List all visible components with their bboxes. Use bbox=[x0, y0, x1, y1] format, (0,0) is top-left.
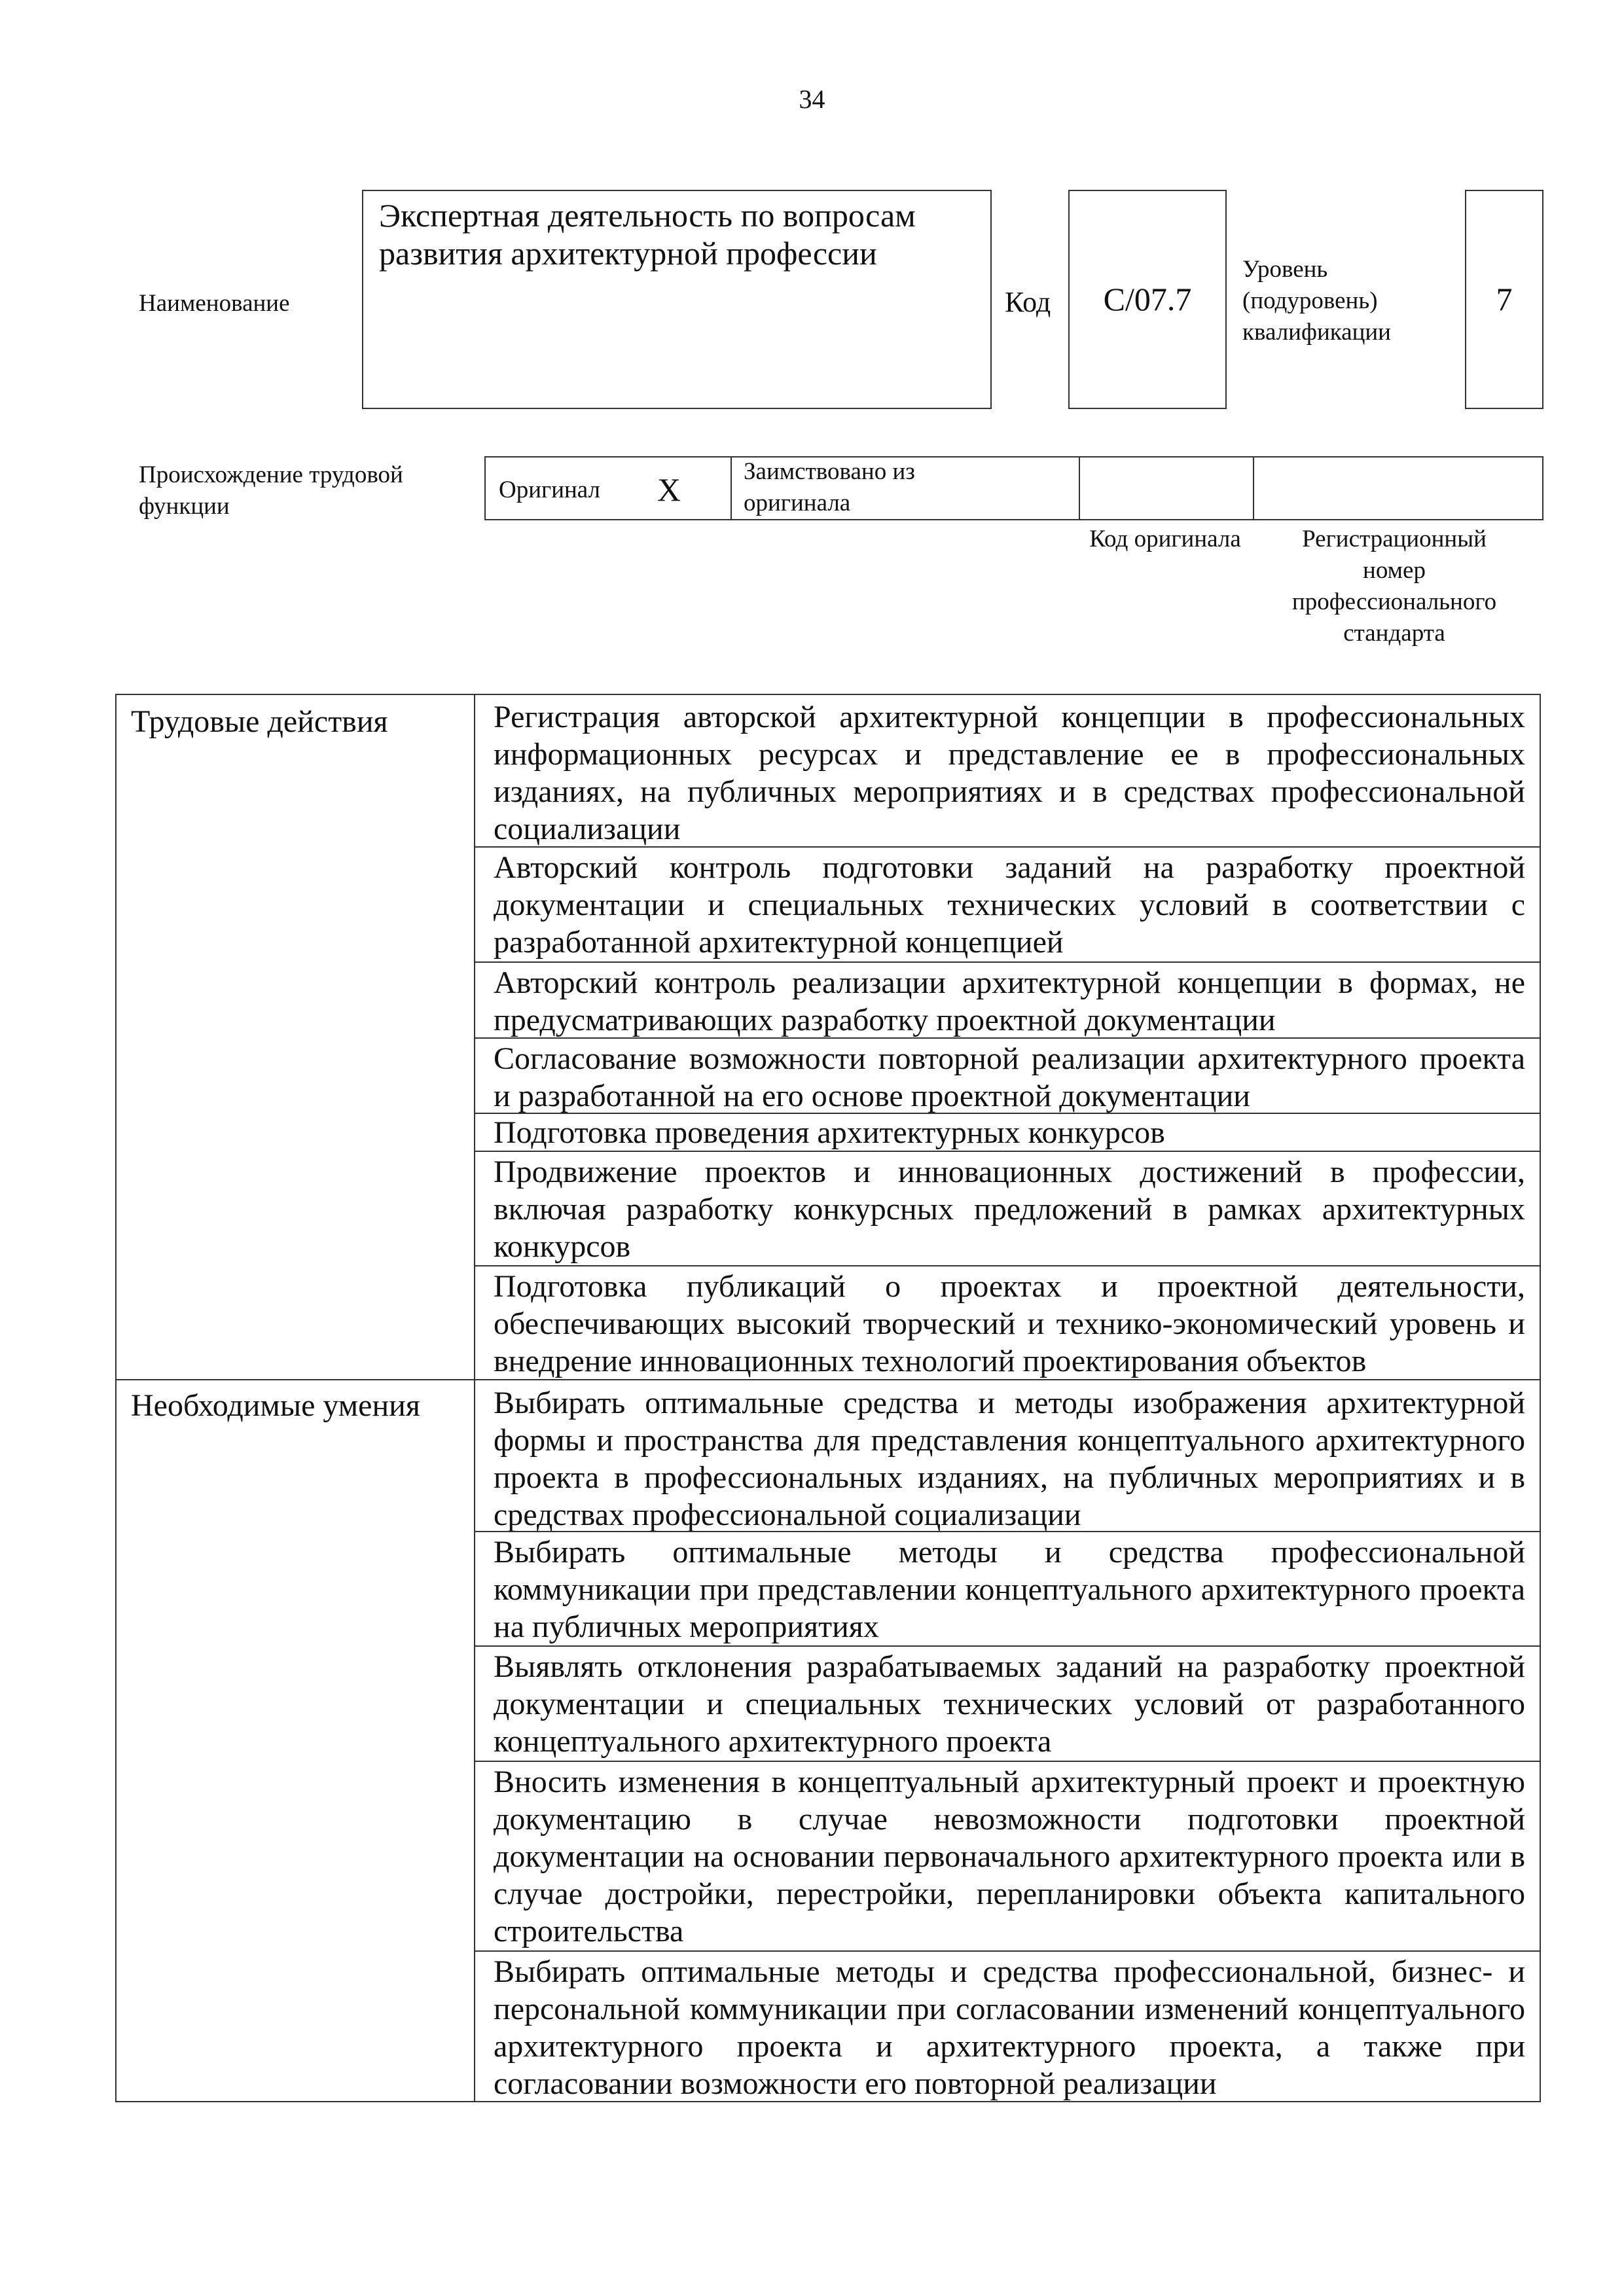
table-row: Авторский контроль подготовки заданий на разработку проектной документации и специальных технических условий в соответствии с разработанной архитектурной концепцией bbox=[475, 846, 1540, 961]
table-row: Согласование возможности повторной реализации архитектурного проекта и разработанной на его основе проектной документации bbox=[475, 1037, 1540, 1113]
group-label-actions: Трудовые действия bbox=[117, 695, 475, 1379]
original-mark: X bbox=[657, 471, 681, 508]
origin-label: Происхождение трудовой функции bbox=[139, 461, 403, 520]
table-row: Авторский контроль реализации архитектурной концепции в формах, не предусматривающих разработку проектной документации bbox=[475, 961, 1540, 1037]
borrowed-label: Заимствовано из оригинала bbox=[744, 458, 915, 516]
code-label: Код bbox=[1005, 286, 1051, 318]
page-number: 34 bbox=[799, 84, 825, 114]
table-row: Выбирать оптимальные средства и методы изображения архитектурной формы и пространства для представления концептуального архитектурного проекта в профессиональных изданиях, на публичных мероприятиях и в средствах профессиональной социализации bbox=[494, 1386, 1525, 1532]
table-row: Выбирать оптимальные методы и средства профессиональной, бизнес- и персональной коммуникации при согласовании изменений концептуального архитектурного проекта и архитектурного проекта, а также при согласовании возможности его повторной реализации bbox=[475, 1950, 1540, 2102]
level-value: 7 bbox=[1496, 281, 1513, 317]
table-row: Продвижение проектов и инновационных достижений в профессии, включая разработку конкурсных предложений в рамках архитектурных конкурсов bbox=[475, 1151, 1540, 1265]
name-label: Наименование bbox=[139, 290, 290, 317]
code-original-caption: Код оригинала bbox=[1089, 526, 1241, 552]
table-row: Регистрация авторской архитектурной концепции в профессиональных информационных ресурсах и представление ее в профессиональных изданиях, на публичных мероприятиях и в средствах профессиональной социализации bbox=[494, 700, 1525, 846]
level-box bbox=[1465, 190, 1543, 409]
table-row: Выбирать оптимальные методы и средства профессиональной коммуникации при представлении концептуального архитектурного проекта на публичных мероприятиях bbox=[475, 1531, 1540, 1645]
level-label: Уровень (подуровень) квалификации bbox=[1242, 256, 1391, 346]
group-label-skills: Необходимые умения bbox=[117, 1379, 475, 2102]
code-box bbox=[1068, 190, 1227, 409]
origin-table bbox=[484, 456, 1543, 520]
competency-table bbox=[115, 694, 1541, 2102]
table-row: Вносить изменения в концептуальный архитектурный проект и проектную документацию в случае невозможности подготовки проектной документации на основании первоначального архитектурного проекта или в случае достройки, перестройки, перепланировки объекта капитального строительства bbox=[475, 1761, 1540, 1950]
table-row: Подготовка публикаций о проектах и проектной деятельности, обеспечивающих высокий творческий и технико-экономический уровень и внедрение инновационных технологий проектирования объектов bbox=[475, 1265, 1540, 1379]
name-value: Экспертная деятельность по вопросам развития архитектурной профессии bbox=[379, 197, 916, 272]
original-label: Оригинал bbox=[499, 476, 601, 503]
code-value: C/07.7 bbox=[1103, 281, 1192, 317]
reg-number-caption: Регистрационный номер профессионального стандарта bbox=[1291, 526, 1497, 647]
table-row: Подготовка проведения архитектурных конкурсов bbox=[475, 1113, 1540, 1151]
table-row: Выявлять отклонения разрабатываемых заданий на разработку проектной документации и специальных технических условий от разработанного концептуального архитектурного проекта bbox=[475, 1645, 1540, 1761]
name-box bbox=[362, 190, 992, 409]
